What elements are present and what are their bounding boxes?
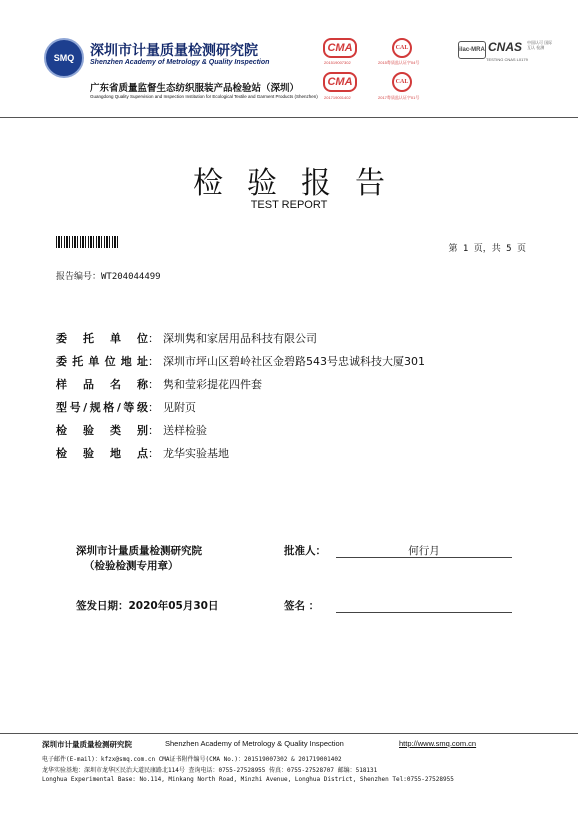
field-label: 委托单位 — [56, 332, 148, 345]
signature-label: 签名 ： — [284, 600, 320, 612]
approver-line — [336, 557, 512, 558]
cal-text: CAL — [395, 45, 409, 51]
footer-website-link[interactable]: http://www.smq.com.cn — [399, 739, 477, 748]
header-divider — [0, 117, 578, 118]
org-name-en: Shenzhen Academy of Metrology & Quality Inspection — [90, 59, 270, 66]
field-colon: ： — [148, 401, 159, 414]
org-name-cn: 深圳市计量质量检测研究院 — [90, 43, 258, 59]
field-value: 深圳市坪山区碧岭社区金碧路543号忠诚科技大厦301 — [163, 355, 425, 368]
cal-mark-1 — [392, 38, 412, 58]
field-value: 见附页 — [163, 401, 196, 414]
field-label: 样品名称 — [56, 378, 148, 391]
signature-line — [336, 612, 512, 613]
cal-text: CAL — [395, 79, 409, 85]
field-value: 隽和莹彩提花四件套 — [163, 378, 262, 391]
report-title-cn: 检验报告 — [193, 166, 409, 201]
page-info: 第 1 页，共 5 页 — [448, 244, 526, 254]
field-value: 送样检验 — [163, 424, 207, 437]
field-label: 委托单位地址 — [56, 355, 148, 368]
station-name-en: Guangdong Quality Supervision and Inspection Institution for Ecological Textile and Garment Products (Shenzhen) — [90, 94, 318, 99]
issuer-org: 深圳市计量质量检测研究院 — [76, 545, 202, 557]
cal-mark-2 — [392, 72, 412, 92]
cal-caption-1: 2015粤质监认证字04号 — [378, 60, 420, 65]
cma-mark-1 — [323, 38, 357, 58]
report-number: 报告编号：WT204044499 — [56, 272, 161, 282]
cma-cert-2: 201719001402 — [324, 95, 351, 100]
field-label: 型号/规格/等级 — [56, 401, 148, 414]
footer-lab-address-cn: 龙华实验基地：深圳市龙华区民治大道民康路北114号 查询电话：0755-27528955 传真：0755-27528707 邮编：518131 — [42, 767, 378, 774]
cal-caption-2: 2017粤质监认证字01号 — [378, 95, 420, 100]
cma-cert-1: 201519007302 — [324, 60, 351, 65]
field-colon: ： — [148, 378, 159, 391]
field-colon: ： — [148, 424, 159, 437]
footer-org-cn: 深圳市计量质量检测研究院 — [42, 740, 132, 749]
cnas-logo: CNAS — [488, 40, 523, 54]
cma-mark-2 — [323, 72, 357, 92]
cma-text: CMA — [327, 76, 353, 88]
smq-logo — [44, 38, 84, 78]
logo-text: SMQ — [53, 53, 75, 63]
footer-contact: 电子邮件(E-mail)：kfzx@smq.com.cn CMA证书附件编号(CMA No.)：201519007302 & 201719001402 — [42, 756, 342, 763]
field-label: 检验地点 — [56, 447, 148, 460]
cma-text: CMA — [327, 42, 353, 54]
report-title-en: TEST REPORT — [250, 199, 328, 211]
footer-divider — [0, 733, 578, 734]
ilac-mra-logo: ilac-MRA — [458, 41, 486, 59]
field-colon: ： — [148, 447, 159, 460]
barcode — [56, 236, 118, 248]
cnas-side-text: 中国认可 国际互认 检测 — [527, 40, 553, 50]
field-label: 检验类别 — [56, 424, 148, 437]
issuer-seal-note: （检验检测专用章） — [84, 560, 179, 572]
footer-org-en: Shenzhen Academy of Metrology & Quality Inspection — [165, 739, 344, 748]
approver-name: 何行月 — [408, 545, 440, 557]
footer-lab-address-en: Longhua Experimental Base: No.114, Minkang North Road, Minzhi Avenue, Longhua District, Shenzhen Tel:0755-27528955 — [42, 776, 454, 783]
station-name-cn: 广东省质量监督生态纺织服装产品检验站（深圳） — [90, 83, 300, 94]
field-colon: ： — [148, 332, 159, 345]
approver-label: 批准人： — [284, 545, 326, 557]
issue-date: 签发日期：2020年05月30日 — [76, 600, 219, 612]
cnas-caption: TESTING CNAS L0179 — [486, 57, 528, 62]
field-colon: ： — [148, 355, 159, 368]
field-value: 龙华实验基地 — [163, 447, 229, 460]
field-value: 深圳隽和家居用品科技有限公司 — [163, 332, 317, 345]
